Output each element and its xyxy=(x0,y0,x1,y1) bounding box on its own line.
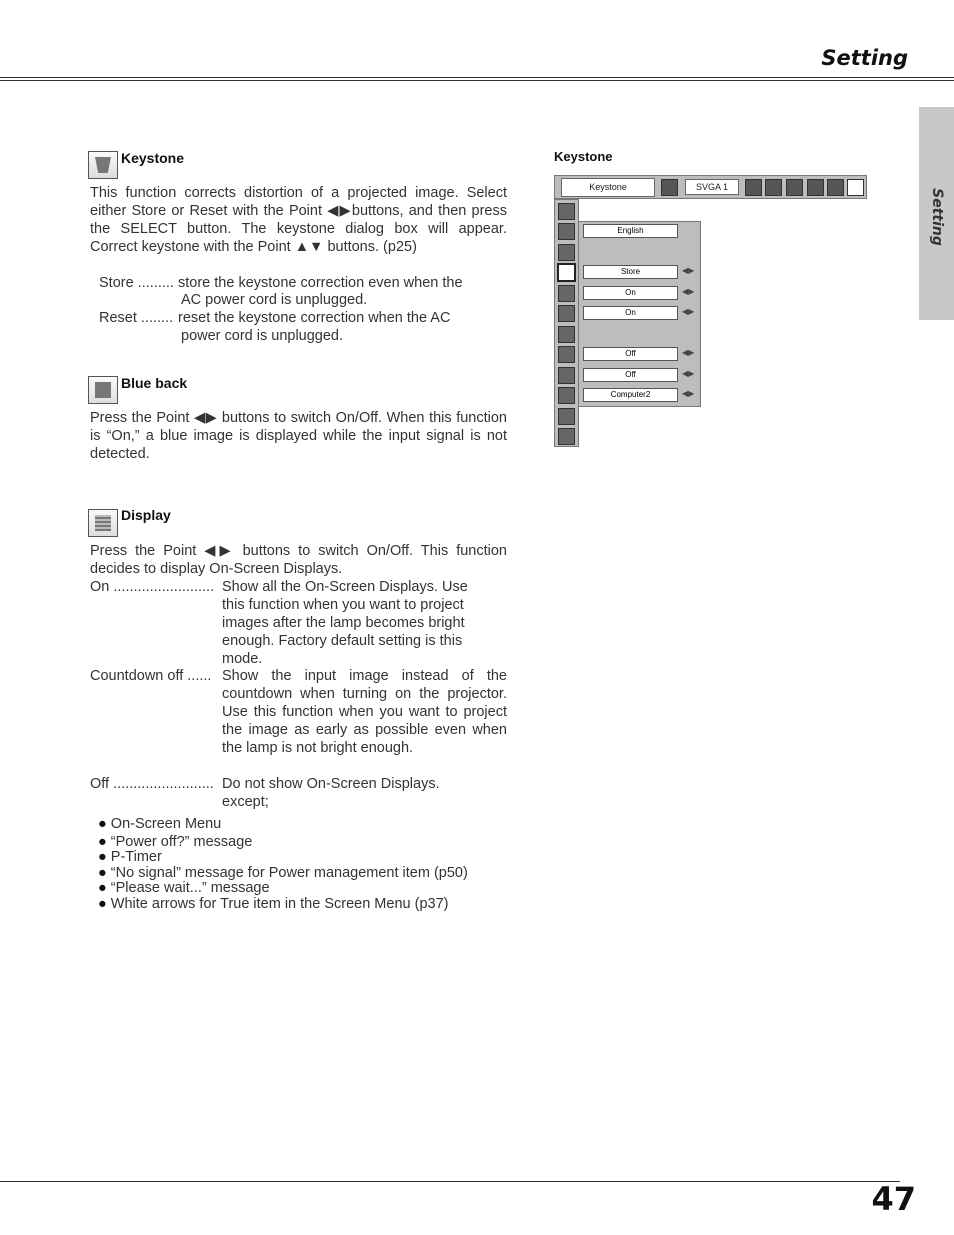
keystone-reset-desc-2: power cord is unplugged. xyxy=(181,328,344,344)
menu-arrows: ◀▶ xyxy=(682,389,695,398)
list-item: ● On-Screen Menu xyxy=(98,816,222,832)
section-side-tab xyxy=(919,107,954,320)
rear-icon xyxy=(558,367,575,384)
arrow-up-icon xyxy=(558,203,575,220)
blue-back-description: Press the Point ◀▶ buttons to switch On/Off. When this function is “On,” a blue image is displayed while the input signal is not detected. xyxy=(90,410,507,462)
header-rule xyxy=(0,77,954,78)
page-header-title: Setting xyxy=(821,46,908,70)
menu-signal-label: SVGA 1 xyxy=(685,179,739,195)
pen-icon xyxy=(847,179,864,196)
display-countdown-term: Countdown off ...... xyxy=(90,668,212,684)
display-icon xyxy=(88,509,118,537)
keystone-description: This function corrects distortion of a projected image. Select either Store or Reset with the Point ◀▶buttons, and then press the SELECT button. The keystone dialog box will appear. Correct keystone with the Point ▲▼ buttons. (p25) xyxy=(90,185,507,255)
menu-figure-caption: Keystone xyxy=(554,149,613,164)
logo-icon xyxy=(558,326,575,343)
globe-icon xyxy=(558,223,575,240)
menu-arrows: ◀▶ xyxy=(682,307,695,316)
menu-toolbar xyxy=(554,175,867,199)
ceiling-icon xyxy=(558,346,575,363)
menu-keystone-label: Keystone xyxy=(561,178,655,197)
header-rule-secondary xyxy=(0,80,954,81)
tools-icon xyxy=(786,179,803,196)
menu-value-keystone: Store xyxy=(583,265,678,279)
image-adjust-icon xyxy=(745,179,762,196)
menu-arrows: ◀▶ xyxy=(682,266,695,275)
list-item: ● “No signal” message for Power management item (p50) xyxy=(98,864,468,881)
keystone-store-desc-1: store the keystone correction even when the xyxy=(178,275,463,291)
menu-arrows: ◀▶ xyxy=(682,348,695,357)
footer-rule xyxy=(0,1181,900,1182)
page-number: 47 xyxy=(871,1180,916,1218)
menu-arrows: ◀▶ xyxy=(682,369,695,378)
keystone-store-term: Store ......... xyxy=(99,275,174,291)
keystone-reset-term: Reset ........ xyxy=(99,310,174,326)
display-heading: Display xyxy=(121,507,171,523)
display-description: Press the Point ◀▶ buttons to switch On/Off. This function decides to display On-Screen Displays. xyxy=(90,543,507,577)
list-item: ● “Power off?” message xyxy=(98,833,253,850)
terminal-icon xyxy=(558,387,575,404)
menu-arrows: ◀▶ xyxy=(682,287,695,296)
list-item: ● P-Timer xyxy=(98,849,162,865)
menu-values-panel xyxy=(578,221,701,407)
menu-value-terminal: Computer2 xyxy=(583,388,678,402)
keystone-menu-icon xyxy=(557,263,576,282)
side-tab-label: Setting xyxy=(929,188,945,246)
display-on-desc: Show all the On-Screen Displays. Use this function when you want to project images after the lamp becomes bright enough. Factory default setting is this mode. xyxy=(222,579,468,667)
display-exception-list xyxy=(98,817,468,912)
language-icon xyxy=(558,244,575,261)
projector-icon xyxy=(661,179,678,196)
display-off-term: Off ......................... xyxy=(90,776,214,792)
color-icon xyxy=(765,179,782,196)
display-off-desc-1: Do not show On-Screen Displays. xyxy=(222,776,440,792)
menu-side-icons xyxy=(554,199,579,447)
exit-icon xyxy=(558,428,575,445)
keystone-icon xyxy=(88,151,118,179)
keystone-reset-desc-1: reset the keystone correction when the AC xyxy=(178,310,451,326)
menu-value-ceiling: Off xyxy=(583,347,678,361)
keystone-heading: Keystone xyxy=(121,150,185,166)
menu-value-blue-back: On xyxy=(583,286,678,300)
display-countdown-desc: Show the input image instead of the countdown when turning on the projector. Use this function when you want to project the image as early as possible even when the lamp is not bright enough. xyxy=(222,668,507,756)
blue-back-heading: Blue back xyxy=(121,375,188,391)
menu-value-rear: Off xyxy=(583,368,678,382)
display-menu-icon xyxy=(558,305,575,322)
blue-back-icon xyxy=(88,376,118,404)
display-off-desc-2: except; xyxy=(222,794,269,810)
arrow-down-icon xyxy=(558,408,575,425)
keystone-store-desc-2: AC power cord is unplugged. xyxy=(181,292,368,308)
menu-value-language: English xyxy=(583,224,678,238)
screen-icon xyxy=(807,179,824,196)
display-on-term: On ......................... xyxy=(90,579,215,595)
list-item: ● White arrows for True item in the Screen Menu (p37) xyxy=(98,895,449,912)
list-item: ● “Please wait...” message xyxy=(98,880,270,896)
blue-back-menu-icon xyxy=(558,285,575,302)
menu-value-display: On xyxy=(583,306,678,320)
setting-icon xyxy=(827,179,844,196)
